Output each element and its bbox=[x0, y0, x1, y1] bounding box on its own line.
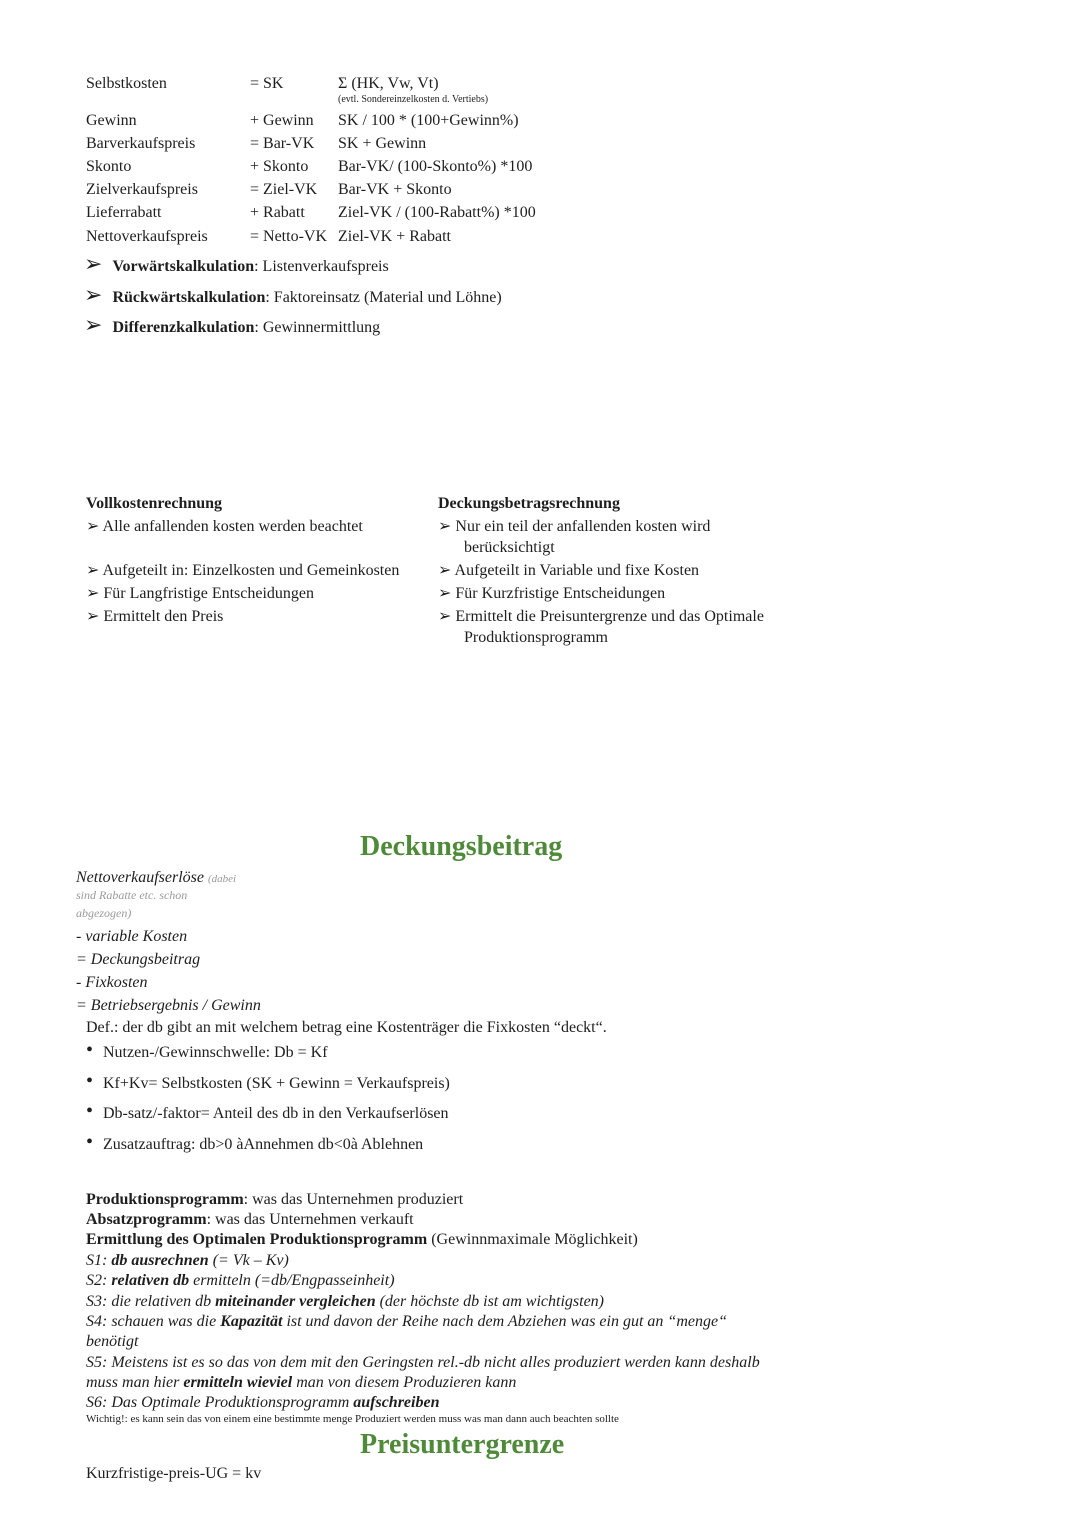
kalkulation-item bbox=[84, 253, 389, 276]
step-s4-cont: benötigt bbox=[86, 1333, 139, 1350]
compare-left-title: Vollkostenrechnung bbox=[86, 495, 223, 512]
calc-term: Barverkaufspreis bbox=[86, 135, 196, 152]
step-s6 bbox=[86, 1393, 439, 1412]
calc-abbr: = Ziel-VK bbox=[250, 181, 318, 198]
calc-term: Gewinn bbox=[86, 112, 137, 129]
compare-left-item: ➢ Ermittelt den Preis bbox=[86, 608, 224, 625]
calc-abbr: = Netto-VK bbox=[250, 228, 328, 245]
db-scheme-line: - Fixkosten bbox=[76, 974, 148, 991]
calc-formula: Bar-VK + Skonto bbox=[338, 181, 452, 198]
calc-abbr: + Gewinn bbox=[250, 112, 314, 129]
db-scheme-line bbox=[76, 868, 236, 887]
programm-label: Ermittlung des Optimalen Produktionsprogramm bbox=[86, 1231, 428, 1248]
compare-left-item: ➢ Für Langfristige Entscheidungen bbox=[86, 585, 315, 602]
calc-abbr: = SK bbox=[250, 75, 284, 92]
step-text: S4: schauen was die bbox=[86, 1313, 221, 1330]
calc-term: Zielverkaufspreis bbox=[86, 181, 198, 198]
db-scheme-first: Nettoverkaufserlöse bbox=[76, 869, 204, 886]
step-text: man von diesem Produzieren kann bbox=[292, 1374, 517, 1391]
db-heading: Deckungsbeitrag bbox=[360, 831, 563, 862]
calc-formula: SK + Gewinn bbox=[338, 135, 427, 152]
calc-abbr: + Skonto bbox=[250, 158, 309, 175]
db-bullet-text: Db-satz/-faktor= Anteil des db in den Verkaufserlösen bbox=[103, 1105, 449, 1122]
pug-line: Kurzfristige-preis-UG = kv bbox=[86, 1465, 262, 1482]
step-s1 bbox=[86, 1251, 289, 1270]
step-text: (= Vk – Kv) bbox=[208, 1252, 289, 1269]
step-text: S6: Das Optimale Produktionsprogramm bbox=[86, 1394, 354, 1411]
step-s2 bbox=[86, 1271, 395, 1290]
step-bold: db ausrechnen bbox=[111, 1252, 209, 1269]
calc-term: Skonto bbox=[86, 158, 132, 175]
db-scheme-line: - variable Kosten bbox=[76, 928, 188, 945]
step-bold: miteinander vergleichen bbox=[215, 1293, 376, 1310]
programm-line bbox=[86, 1190, 463, 1209]
step-bold: relativen db bbox=[111, 1272, 190, 1289]
step-s5: S5: Meistens ist es so das von dem mit den Geringsten rel.-db nicht alles produziert werden kann deshalb bbox=[86, 1354, 760, 1371]
step-bold: aufschreiben bbox=[353, 1394, 440, 1411]
bullet-icon: • bbox=[86, 1131, 94, 1153]
kalkulation-label: Vorwärtskalkulation bbox=[112, 258, 255, 275]
calc-formula: Ziel-VK / (100-Rabatt%) *100 bbox=[338, 204, 536, 221]
calc-abbr: = Bar-VK bbox=[250, 135, 315, 152]
calc-formula: Ziel-VK + Rabatt bbox=[338, 228, 451, 245]
programm-note: Wichtig!: es kann sein das von einem eine bestimmte menge Produziert werden muss was man dann auch beachten sollte bbox=[86, 1413, 619, 1425]
db-scheme-note: (dabei bbox=[207, 873, 237, 885]
calc-term: Selbstkosten bbox=[86, 75, 167, 92]
step-text: ermitteln (=db/Engpasseinheit) bbox=[189, 1272, 395, 1289]
calc-term: Lieferrabatt bbox=[86, 204, 162, 221]
db-bullet bbox=[86, 1070, 450, 1092]
db-bullet-text: Zusatzauftrag: db>0 àAnnehmen db<0à Ablehnen bbox=[103, 1136, 424, 1153]
pug-heading: Preisuntergrenze bbox=[360, 1429, 565, 1460]
step-bold: Kapazität bbox=[220, 1313, 283, 1330]
calc-formula: SK / 100 * (100+Gewinn%) bbox=[338, 112, 519, 129]
bullet-icon: • bbox=[86, 1100, 94, 1122]
db-bullet bbox=[86, 1100, 449, 1122]
db-bullet-text: Kf+Kv= Selbstkosten (SK + Gewinn = Verkaufspreis) bbox=[103, 1075, 450, 1092]
calc-formula: Bar-VK/ (100-Skonto%) *100 bbox=[338, 158, 533, 175]
programm-line bbox=[86, 1230, 638, 1249]
bullet-icon: • bbox=[86, 1070, 94, 1092]
db-scheme-note: abgezogen) bbox=[76, 906, 132, 920]
db-bullet bbox=[86, 1131, 424, 1153]
arrow-icon: ➢ bbox=[84, 282, 103, 307]
kalkulation-label: Rückwärtskalkulation bbox=[112, 289, 266, 306]
kalkulation-item bbox=[84, 284, 502, 307]
compare-left-item: ➢ Alle anfallenden kosten werden beachtet bbox=[86, 518, 363, 535]
bullet-icon: • bbox=[86, 1039, 94, 1061]
programm-text: : was das Unternehmen produziert bbox=[243, 1191, 464, 1208]
compare-right-item: ➢ Für Kurzfristige Entscheidungen bbox=[438, 585, 666, 602]
step-bold: ermitteln wieviel bbox=[183, 1374, 293, 1391]
step-text: S1: bbox=[86, 1252, 112, 1269]
db-bullet-text: Nutzen-/Gewinnschwelle: Db = Kf bbox=[103, 1044, 328, 1061]
db-scheme-line: = Deckungsbeitrag bbox=[76, 951, 201, 968]
compare-right-item: ➢ Ermittelt die Preisuntergrenze und das Optimale bbox=[438, 608, 764, 625]
compare-right-item: Produktionsprogramm bbox=[464, 629, 608, 646]
kalkulation-label: Differenzkalkulation bbox=[112, 319, 255, 336]
calc-abbr: + Rabatt bbox=[250, 204, 305, 221]
programm-text: (Gewinnmaximale Möglichkeit) bbox=[427, 1231, 638, 1248]
db-definition: Def.: der db gibt an mit welchem betrag eine Kostenträger die Fixkosten “deckt“. bbox=[86, 1019, 607, 1036]
programm-label: Absatzprogramm bbox=[86, 1211, 207, 1228]
step-s3 bbox=[86, 1292, 604, 1311]
db-bullet bbox=[86, 1039, 328, 1061]
step-text: S3: die relativen db bbox=[86, 1293, 216, 1310]
kalkulation-item bbox=[84, 314, 380, 337]
calc-term: Nettoverkaufspreis bbox=[86, 228, 208, 245]
programm-text: : was das Unternehmen verkauft bbox=[206, 1211, 414, 1228]
compare-right-item: berücksichtigt bbox=[464, 539, 555, 556]
db-scheme-note: sind Rabatte etc. schon bbox=[76, 888, 188, 902]
kalkulation-text: : Gewinnermittlung bbox=[254, 319, 381, 336]
compare-left-item: ➢ Aufgeteilt in: Einzelkosten und Gemeinkosten bbox=[86, 562, 400, 579]
kalkulation-text: : Listenverkaufspreis bbox=[254, 258, 389, 275]
db-scheme-line: = Betriebsergebnis / Gewinn bbox=[76, 997, 261, 1014]
programm-label: Produktionsprogramm bbox=[86, 1191, 244, 1208]
step-text: muss man hier bbox=[86, 1374, 184, 1391]
compare-right-item: ➢ Aufgeteilt in Variable und fixe Kosten bbox=[438, 562, 700, 579]
compare-right-item: ➢ Nur ein teil der anfallenden kosten wird bbox=[438, 518, 711, 535]
compare-right-title: Deckungsbetragsrechnung bbox=[438, 495, 620, 512]
calc-note: (evtl. Sondereinzelkosten d. Vertiebs) bbox=[338, 94, 489, 105]
arrow-icon: ➢ bbox=[84, 312, 103, 337]
step-text: S2: bbox=[86, 1272, 112, 1289]
calc-formula: Σ (HK, Vw, Vt) bbox=[338, 75, 439, 92]
programm-line bbox=[86, 1210, 414, 1229]
kalkulation-text: : Faktoreinsatz (Material und Löhne) bbox=[265, 289, 502, 306]
step-s5-cont bbox=[86, 1373, 516, 1392]
arrow-icon: ➢ bbox=[84, 251, 103, 276]
step-text: (der höchste db ist am wichtigsten) bbox=[375, 1293, 605, 1310]
step-s4 bbox=[86, 1312, 727, 1331]
step-text: ist und davon der Reihe nach dem Abziehen was ein gut an “menge“ bbox=[282, 1313, 727, 1330]
